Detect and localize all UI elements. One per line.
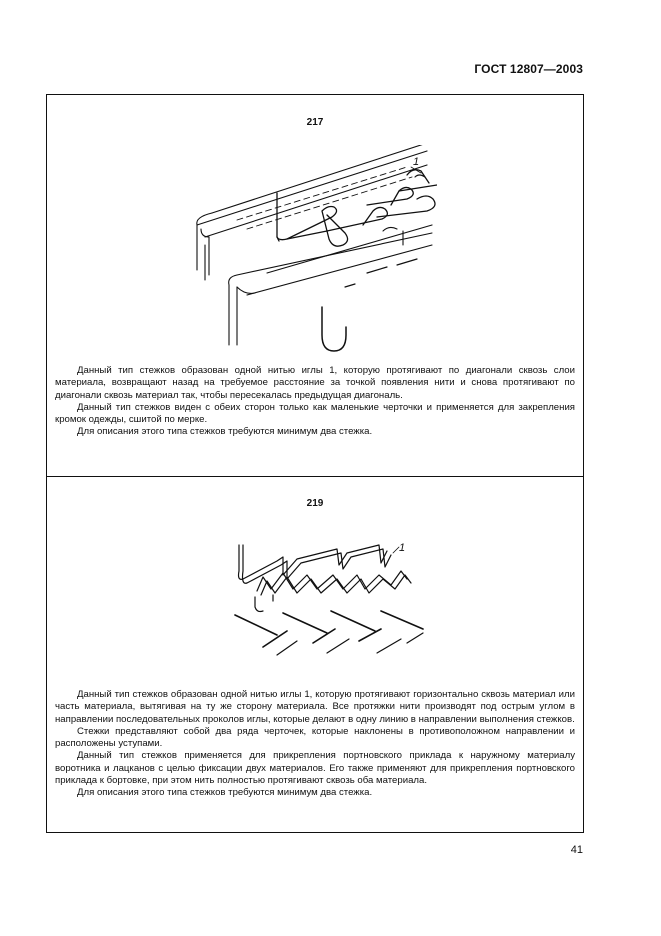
standard-header: ГОСТ 12807—2003 (474, 62, 583, 76)
paragraph: Данный тип стежков образован одной нитью иглы 1, которую протягивают по диагонали сквозь слои материала, возвращают назад на требуемое расстояние за точкой появления нити и снова протягивают по диагонали сквозь материал так, чтобы пересекалась предыдущая диагональ. (55, 365, 575, 401)
figure-number: 219 (306, 498, 324, 509)
stitch-217-illustration (177, 145, 437, 365)
figure-number: 217 (306, 117, 324, 128)
stitch-section-217 (46, 94, 584, 477)
paragraph: Стежки представляют собой два ряда черточек, которые наклонены в противоположном направлении и расположены уступами. (55, 725, 575, 750)
stitch-219-illustration (227, 535, 427, 665)
section-219-text (55, 689, 575, 800)
paragraph: Для описания этого типа стежков требуются минимум два стежка. (77, 426, 373, 438)
paragraph: Для описания этого типа стежков требуются минимум два стежка. (77, 787, 373, 799)
paragraph: Данный тип стежков виден с обеих сторон только как маленькие черточки и применяется для закрепления кромок одежды, сшитой по мерке. (55, 401, 575, 426)
paragraph: Данный тип стежков образован одной нитью иглы 1, которую протягивают горизонтально сквозь материал или часть материала, вытягивая на ту же сторону материала. Все протяжки нити производят под острым углом в направлении последовательных проколов иглы, которые делают в одну линию в направлении выполнения стежков. (55, 689, 575, 725)
page-number: 41 (570, 844, 583, 856)
paragraph: Данный тип стежков применяется для прикрепления портновского приклада к наружному материалу воротника и лацканов с целью фиксации двух материалов. Его также применяют для прикрепления портновского приклада к бортовке, при этом нить полностью протягивают сквозь оба материала. (55, 750, 575, 787)
section-217-text (55, 365, 575, 439)
callout-1: 1 (413, 156, 420, 168)
stitch-section-219 (46, 476, 584, 833)
callout-1: 1 (399, 542, 406, 554)
